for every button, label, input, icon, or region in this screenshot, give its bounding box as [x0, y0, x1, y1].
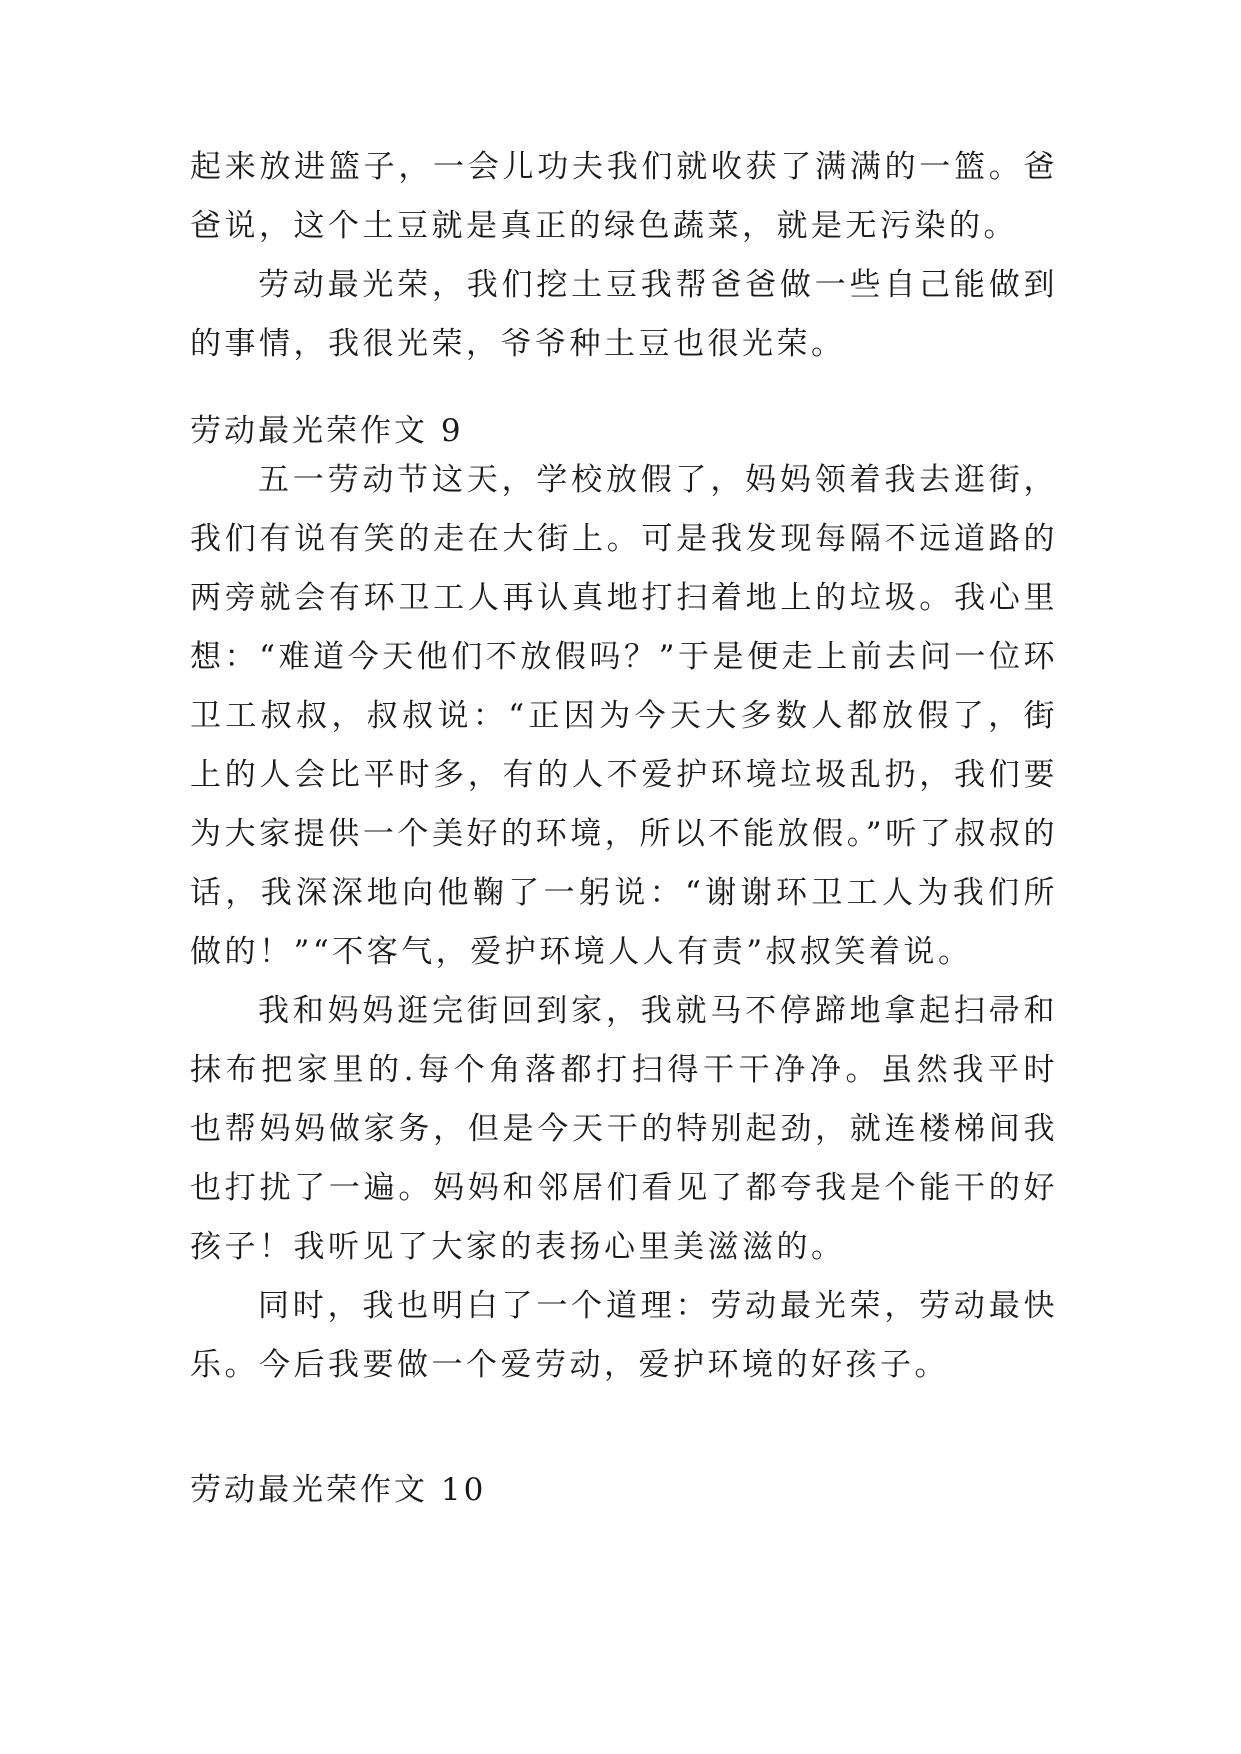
essay-paragraph: 我和妈妈逛完街回到家，我就马不停蹄地拿起扫帚和抹布把家里的.每个角落都打扫得干干净净。虽然我平时也帮妈妈做家务，但是今天干的特别起劲，就连楼梯间我也打扰了一遍。妈妈和邻居们看见了都夸我是个能干的好孩子！我听见了大家的表扬心里美滋滋的。	[190, 993, 1058, 1265]
essay-paragraph: 劳动最光荣，我们挖土豆我帮爸爸做一些自己能做到的事情，我很光荣，爷爷种土豆也很光荣。	[190, 267, 1058, 362]
essay-heading-9: 劳动最光荣作文 9	[190, 413, 464, 449]
essay-paragraph: 五一劳动节这天，学校放假了，妈妈领着我去逛街，我们有说有笑的走在大街上。可是我发现每隔不远道路的两旁就会有环卫工人再认真地打扫着地上的垃圾。我心里想：“难道今天他们不放假吗？”于是便走上前去问一位环卫工叔叔，叔叔说：“正因为今天大多数人都放假了，街上的人会比平时多，有的人不爱护环境垃圾乱扔，我们要为大家提供一个美好的环境，所以不能放假。”听了叔叔的话，我深深地向他鞠了一躬说：“谢谢环卫工人为我们所做的！”“不客气，爱护环境人人有责”叔叔笑着说。	[190, 462, 1058, 970]
essay-heading-10: 劳动最光荣作文 10	[190, 1472, 487, 1508]
essay-paragraph: 起来放进篮子，一会儿功夫我们就收获了满满的一篮。爸爸说，这个土豆就是真正的绿色蔬菜，就是无污染的。	[190, 149, 1058, 244]
essay-paragraph: 同时，我也明白了一个道理：劳动最光荣，劳动最快乐。今后我要做一个爱劳动，爱护环境的好孩子。	[190, 1288, 1058, 1383]
essay-8-continuation	[190, 138, 1058, 374]
essay-9-body	[190, 451, 1058, 1395]
